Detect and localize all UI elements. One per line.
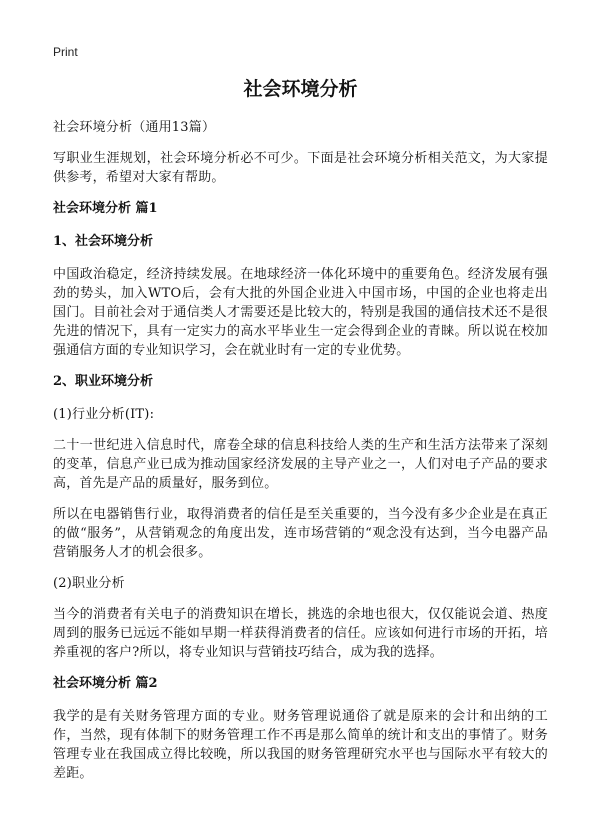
section-1-heading: 社会环境分析 篇1 bbox=[53, 201, 158, 216]
social-environment-heading: 1、社会环境分析 bbox=[53, 234, 154, 249]
industry-analysis-paragraph-1: 二十一世纪进入信息时代，席卷全球的信息科技给人类的生产和生活方法带来了深刻的变革，信息产业已成为推动国家经济发展的主导产业之一，人们对电子产品的要求高，首先是产品的质量好，服务到位。 bbox=[53, 438, 548, 491]
section-2-paragraph: 我学的是有关财务管理方面的专业。财务管理说通俗了就是原来的会计和出纳的工作，当然，现有体制下的财务管理工作不再是那么简单的统计和支出的事情了。财务管理专业在我国成立得比较晚，所以我国的财务管理研究水平也与国际水平有较大的差距。 bbox=[53, 709, 548, 781]
intro-paragraph: 写职业生涯规划，社会环境分析必不可少。下面是社会环境分析相关范文，为大家提供参考，希望对大家有帮助。 bbox=[53, 151, 548, 185]
print-link[interactable]: Print bbox=[53, 45, 78, 59]
career-analysis-paragraph: 当今的消费者有关电子的消费知识在增长，挑选的余地也很大，仅仅能说会道、热度周到的服务已远远不能如早期一样获得消费者的信任。应该如何进行市场的开拓，培养重视的客户?所以，将专业知识与营销技巧结合，成为我的选择。 bbox=[53, 607, 548, 660]
document-subtitle: 社会环境分析（通用13篇） bbox=[53, 120, 216, 135]
career-environment-heading: 2、职业环境分析 bbox=[53, 374, 154, 389]
industry-analysis-label: (1)行业分析(IT): bbox=[53, 407, 155, 422]
industry-analysis-paragraph-2: 所以在电器销售行业，取得消费者的信任是至关重要的，当今没有多少企业是在真正的做“服务”，从营销观念的角度出发，连市场营销的“观念没有达到，当今电器产品营销服务人才的机会很多。 bbox=[53, 507, 548, 560]
career-analysis-label: (2)职业分析 bbox=[53, 576, 125, 591]
social-environment-paragraph: 中国政治稳定，经济持续发展。在地球经济一体化环境中的重要角色。经济发展有强劲的势头，加入WTO后，会有大批的外国企业进入中国市场，中国的企业也将走出国门。目前社会对于通信类人才需要还是比较大的，特别是我国的通信技术还不是很先进的情况下，具有一定实力的高水平毕业生一定会得到企业的青睐。所以说在校加强通信方面的专业知识学习，会在就业时有一定的专业优势。 bbox=[53, 267, 548, 358]
section-2-heading: 社会环境分析 篇2 bbox=[53, 676, 158, 691]
page-title: 社会环境分析 bbox=[243, 78, 358, 100]
